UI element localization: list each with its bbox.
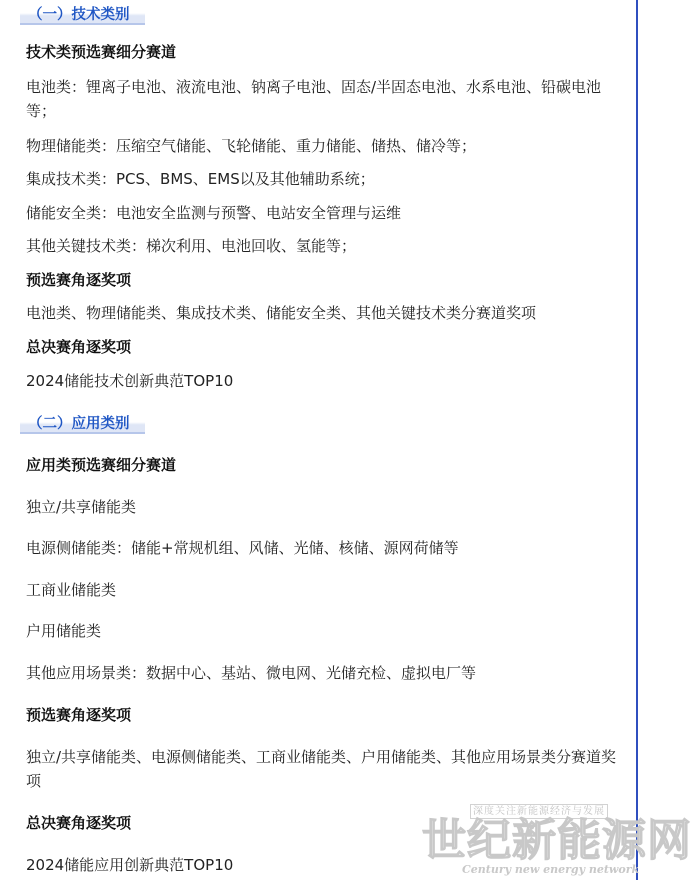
app-prelim-award-text: 独立/共享储能类、电源侧储能类、工商业储能类、户用储能类、其他应用场景类分赛道奖项 (26, 748, 617, 790)
app-final-award-text: 2024储能应用创新典范TOP10 (26, 856, 234, 874)
tech-track-physical: 物理储能类：压缩空气储能、飞轮储能、重力储能、储热、储冷等； (26, 137, 477, 155)
watermark-name: 世纪新能源网 (422, 815, 692, 866)
app-prelim-title: 应用类预选赛细分赛道 (26, 456, 177, 474)
app-track-household: 户用储能类 (26, 622, 102, 640)
section-heading-app: （二）应用类别 (20, 414, 145, 434)
app-track-commercial: 工商业储能类 (26, 581, 117, 599)
tech-prelim-award-title: 预选赛角逐奖项 (26, 271, 132, 289)
tech-prelim-award-text: 电池类、物理储能类、集成技术类、储能安全类、其他关键技术类分赛道奖项 (26, 304, 537, 322)
tech-track-safety: 储能安全类：电池安全监测与预警、电站安全管理与运维 (26, 204, 402, 222)
tech-track-integration: 集成技术类：PCS、BMS、EMS以及其他辅助系统； (26, 170, 375, 188)
app-track-source-side: 电源侧储能类：储能+常规机组、风储、光储、核储、源网荷储等 (26, 539, 459, 557)
frame-border (636, 0, 638, 880)
app-track-independent: 独立/共享储能类 (26, 498, 137, 516)
watermark-tagline: 深度关注新能源经济与发展 (470, 804, 608, 819)
tech-prelim-title: 技术类预选赛细分赛道 (26, 43, 177, 61)
app-final-award-title: 总决赛角逐奖项 (26, 814, 132, 832)
app-track-other: 其他应用场景类：数据中心、基站、微电网、光储充检、虚拟电厂等 (26, 664, 477, 682)
tech-final-award-text: 2024储能技术创新典范TOP10 (26, 372, 234, 390)
section-heading-tech: （一）技术类别 (20, 5, 145, 25)
watermark-english: Century new energy network (462, 863, 640, 876)
app-prelim-award-title: 预选赛角逐奖项 (26, 706, 132, 724)
tech-track-other: 其他关键技术类：梯次利用、电池回收、氢能等； (26, 237, 357, 255)
tech-track-battery: 电池类：锂离子电池、液流电池、钠离子电池、固态/半固态电池、水系电池、铅碳电池等； (26, 78, 602, 120)
tech-final-award-title: 总决赛角逐奖项 (26, 338, 132, 356)
